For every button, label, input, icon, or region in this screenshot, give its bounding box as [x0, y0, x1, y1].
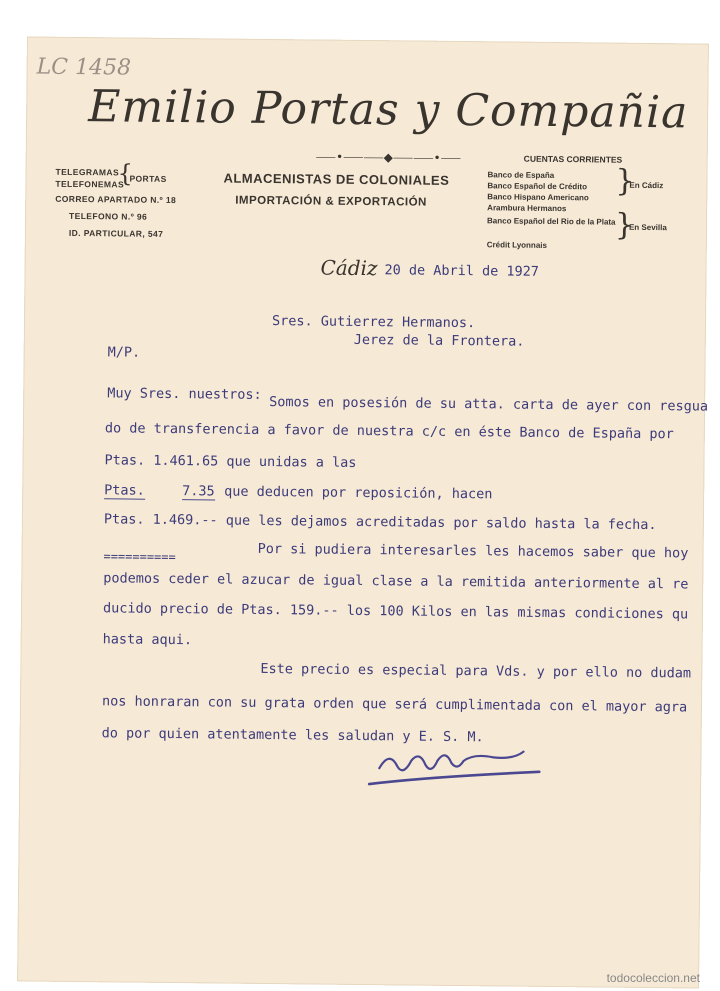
reference: M/P.	[107, 344, 141, 361]
business-line-2: IMPORTACIÓN & EXPORTACIÓN	[235, 194, 427, 209]
accounts-title: CUENTAS CORRIENTES	[523, 153, 623, 165]
signature	[349, 740, 550, 802]
bank-6: Crédit Lyonnais	[486, 240, 548, 250]
bank-4: Arambura Hermanos	[487, 203, 567, 214]
body-line-7: podemos ceder el azucar de igual clase a la remitida anteriormente al re	[103, 570, 689, 593]
contact-telefono: TELEFONO N.º 96	[69, 210, 148, 222]
pencil-note: LC 1458	[36, 54, 132, 81]
body-line-9: hasta aqui.	[102, 631, 193, 649]
recipient-line-2: Jerez de la Frontera.	[353, 331, 525, 350]
date-place: Cádiz	[320, 255, 378, 281]
body-line-11: nos honraran con su grata orden que será cumplimentada con el mayor agra	[101, 693, 688, 716]
ornament-divider: ⸺•⸺⸺◆⸺⸺•⸺	[315, 149, 462, 166]
body-line-12: do por quien atentamente les saludan y E. S. M.	[101, 725, 484, 746]
body-line-5: Ptas. 1.469.-- que les dejamos acreditadas por saldo hasta la fecha.	[103, 511, 657, 534]
city-cadiz: En Cádiz	[629, 180, 664, 191]
body-line-4-ptas: Ptas.	[104, 482, 145, 499]
business-line-1: ALMACENISTAS DE COLONIALES	[223, 170, 450, 188]
body-line-4-text: que deducen por reposición, hacen	[224, 483, 493, 503]
watermark-footer: todocoleccion.net	[606, 971, 700, 985]
body-line-1: Somos en posesión de su atta. carta de ayer con resgua	[269, 394, 709, 415]
body-line-2: do de transferencia a favor de nuestra c/c en éste Banco de España por	[104, 420, 674, 443]
recipient-line-1: Sres. Gutierrez Hermanos.	[271, 313, 476, 332]
city-sevilla: En Sevilla	[628, 222, 667, 233]
date-text: 20 de Abril de 1927	[384, 262, 540, 280]
contact-apartado: CORREO APARTADO N.º 18	[55, 193, 177, 206]
bank-3: Banco Hispano Americano	[487, 192, 589, 203]
company-name: Emilio Portas y Compañia	[87, 81, 689, 139]
contact-telefonemas: TELEFONEMAS	[55, 178, 125, 190]
body-line-10: Este precio es especial para Vds. y por ello no dudam	[260, 660, 692, 682]
brace-icon: }	[614, 207, 635, 243]
body-line-8: ducido precio de Ptas. 159.-- los 100 Kilos en las mismas condiciones qu	[102, 600, 689, 623]
separator-line: ==========	[103, 549, 176, 565]
contact-particular: ID. PARTICULAR, 547	[68, 227, 164, 239]
letter-sheet	[17, 36, 709, 988]
body-line-4-amount: 7.35	[182, 483, 215, 500]
contact-portas: PORTAS	[129, 173, 167, 184]
bank-5: Banco Español del Rio de la Plata	[487, 216, 616, 227]
brace-icon: }	[615, 163, 635, 199]
bank-2: Banco Español de Crédito	[487, 181, 588, 192]
body-line-3: Ptas. 1.461.65 que unidas a las	[104, 452, 357, 471]
bank-1: Banco de España	[487, 170, 555, 180]
contact-telegramas: TELEGRAMAS	[55, 166, 120, 178]
salutation: Muy Sres. nuestros:	[107, 385, 262, 403]
brace-icon: {	[117, 159, 133, 188]
body-line-6: Por si pudiera interesarles les hacemos saber que hoy	[257, 540, 689, 562]
